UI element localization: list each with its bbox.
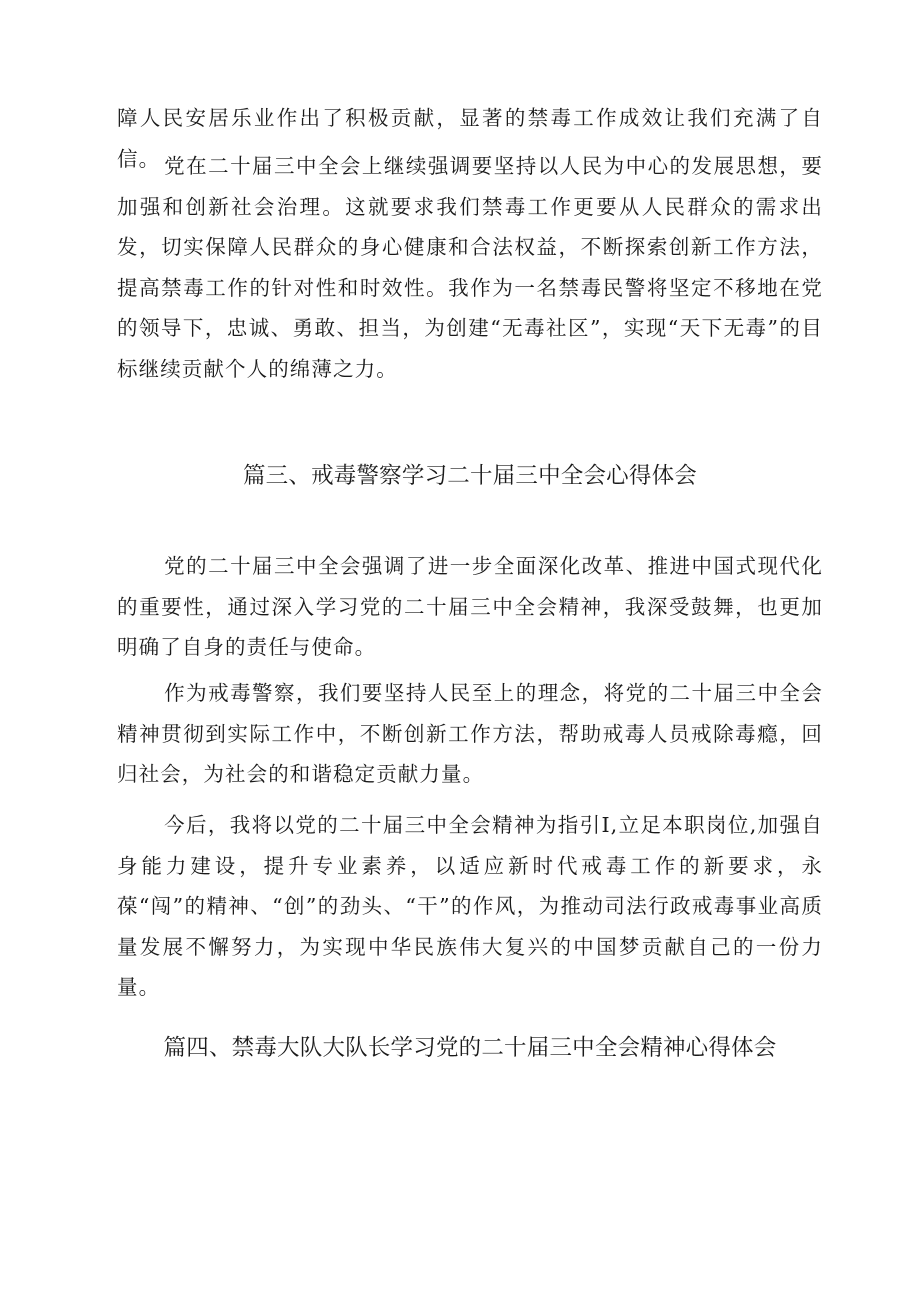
paragraph-party-plenary: 党在二十届三中全会上继续强调要坚持以人民为中心的发展思想，要加强和创新社会治理。这就要求我们禁毒工作更要从人民群众的需求出发，切实保障人民群众的身心健康和合法权益，不断探索创新工作方法，提高禁毒工作的针对性和时效性。我作为一名禁毒民警将坚定不移地在党的领导下，忠诚、勇敢、担当，为创建“无毒社区”，实现“天下无毒”的目标继续贡献个人的绵薄之力。 — [117, 154, 823, 381]
paragraph-continuation: 障人民安居乐业作出了积极贡献，显著的禁毒工作成效让我们充满了自信。 — [117, 106, 823, 171]
section-3-title: 篇三、戒毒警察学习二十届三中全会心得体会 — [242, 463, 697, 489]
section-3-paragraph-2: 作为戒毒警察，我们要坚持人民至上的理念，将党的二十届三中全会精神贯彻到实际工作中，不断创新工作方法，帮助戒毒人员戒除毒瘾，回归社会，为社会的和谐稳定贡献力量。 — [117, 681, 823, 786]
section-3-paragraph-1: 党的二十届三中全会强调了进一步全面深化改革、推进中国式现代化的重要性，通过深入学习党的二十届三中全会精神，我深受鼓舞，也更加明确了自身的责任与使命。 — [117, 554, 823, 659]
section-3-paragraph-3: 今后，我将以党的二十届三中全会精神为指引I,立足本职岗位,加强自身能力建设，提升专业素养，以适应新时代戒毒工作的新要求，永葆“闯”的精神、“创”的劲头、“干”的作风，为推动司法行政戒毒事业高质量发展不懈努力，为实现中华民族伟大复兴的中国梦贡献自己的一份力量。 — [117, 813, 823, 999]
section-4-title: 篇四、禁毒大队大队长学习党的二十届三中全会精神心得体会 — [163, 1035, 777, 1061]
